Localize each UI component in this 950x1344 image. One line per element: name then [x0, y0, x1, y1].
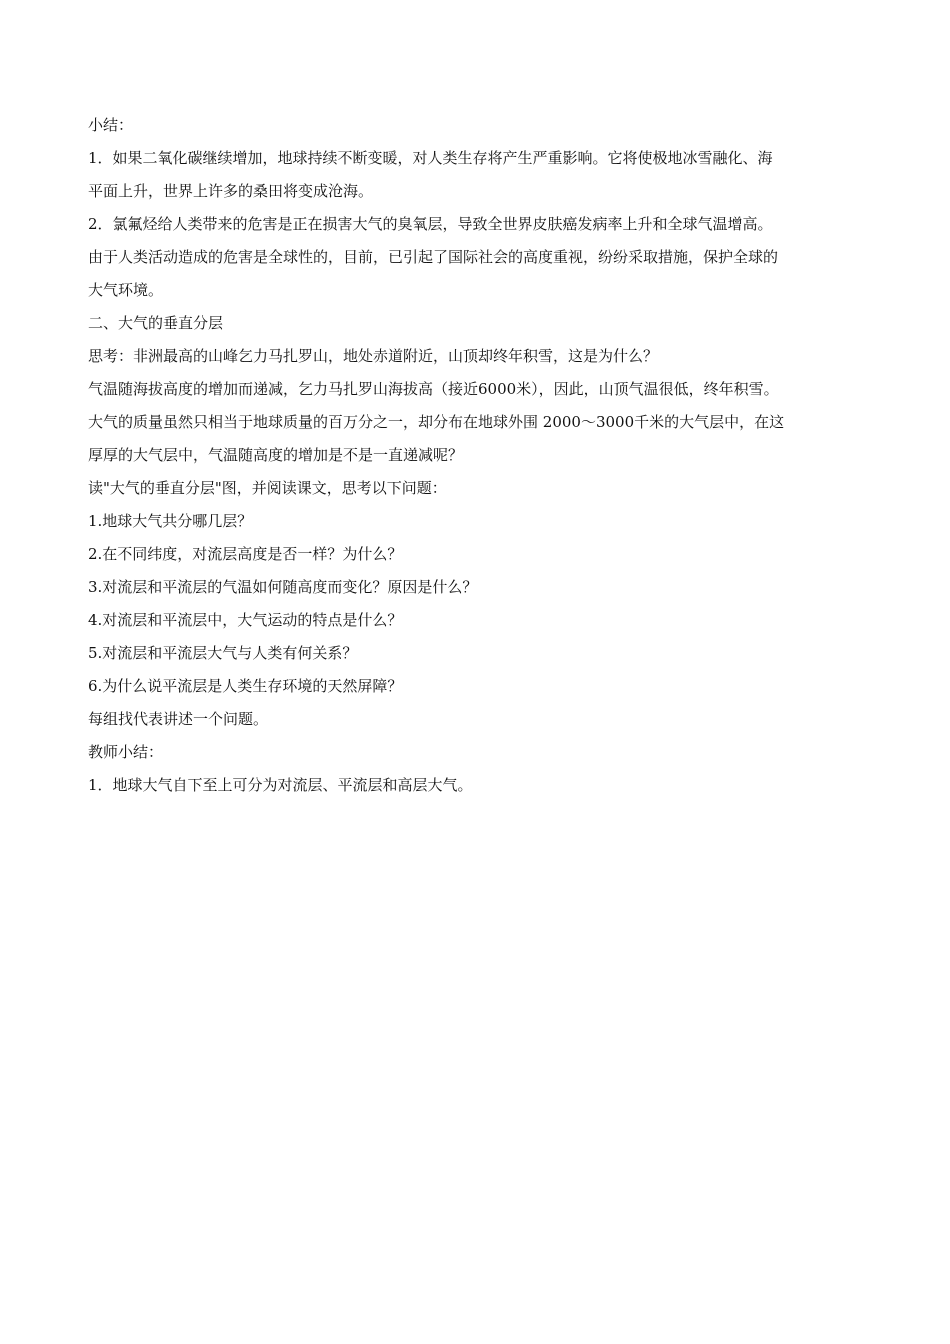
question-item: 3.对流层和平流层的气温如何随高度而变化？原因是什么？	[88, 578, 478, 596]
document-page	[88, 116, 868, 795]
paragraph-line: 每组找代表讲述一个问题。	[88, 710, 269, 728]
paragraph-line: 1．地球大气自下至上可分为对流层、平流层和高层大气。	[88, 776, 473, 794]
teacher-summary-heading: 教师小结：	[88, 743, 164, 761]
question-item: 4.对流层和平流层中，大气运动的特点是什么？	[88, 611, 403, 629]
paragraph-line: 由于人类活动造成的危害是全球性的，目前，已引起了国际社会的高度重视，纷纷采取措施，保护全球的	[88, 248, 779, 266]
paragraph-line: 1．如果二氧化碳继续增加，地球持续不断变暖，对人类生存将产生严重影响。它将使极地冰雪融化、海	[88, 149, 773, 167]
paragraph-line: 大气环境。	[88, 281, 164, 299]
paragraph-line: 气温随海拔高度的增加而递减，乞力马扎罗山海拔高（接近6000米），因此，山顶气温很低，终年积雪。	[88, 380, 779, 398]
paragraph-line: 读"大气的垂直分层"图，并阅读课文，思考以下问题：	[88, 479, 447, 497]
paragraph-line: 大气的质量虽然只相当于地球质量的百万分之一，却分布在地球外围 2000～3000千米的大气层中，在这	[88, 413, 785, 431]
question-item: 2.在不同纬度，对流层高度是否一样？为什么？	[88, 545, 403, 563]
question-item: 1.地球大气共分哪几层？	[88, 512, 253, 530]
paragraph-line: 厚厚的大气层中，气温随高度的增加是不是一直递减呢？	[88, 446, 464, 464]
paragraph-line: 思考：非洲最高的山峰乞力马扎罗山，地处赤道附近，山顶却终年积雪，这是为什么？	[88, 347, 659, 365]
question-item: 6.为什么说平流层是人类生存环境的天然屏障？	[88, 677, 403, 695]
section-heading: 二、大气的垂直分层	[88, 314, 224, 332]
summary-heading: 小结：	[88, 116, 134, 134]
question-item: 5.对流层和平流层大气与人类有何关系？	[88, 644, 358, 662]
paragraph-line: 平面上升，世界上许多的桑田将变成沧海。	[88, 182, 374, 200]
paragraph-line: 2．氯氟烃给人类带来的危害是正在损害大气的臭氧层，导致全世界皮肤癌发病率上升和全球气温增高。	[88, 215, 773, 233]
